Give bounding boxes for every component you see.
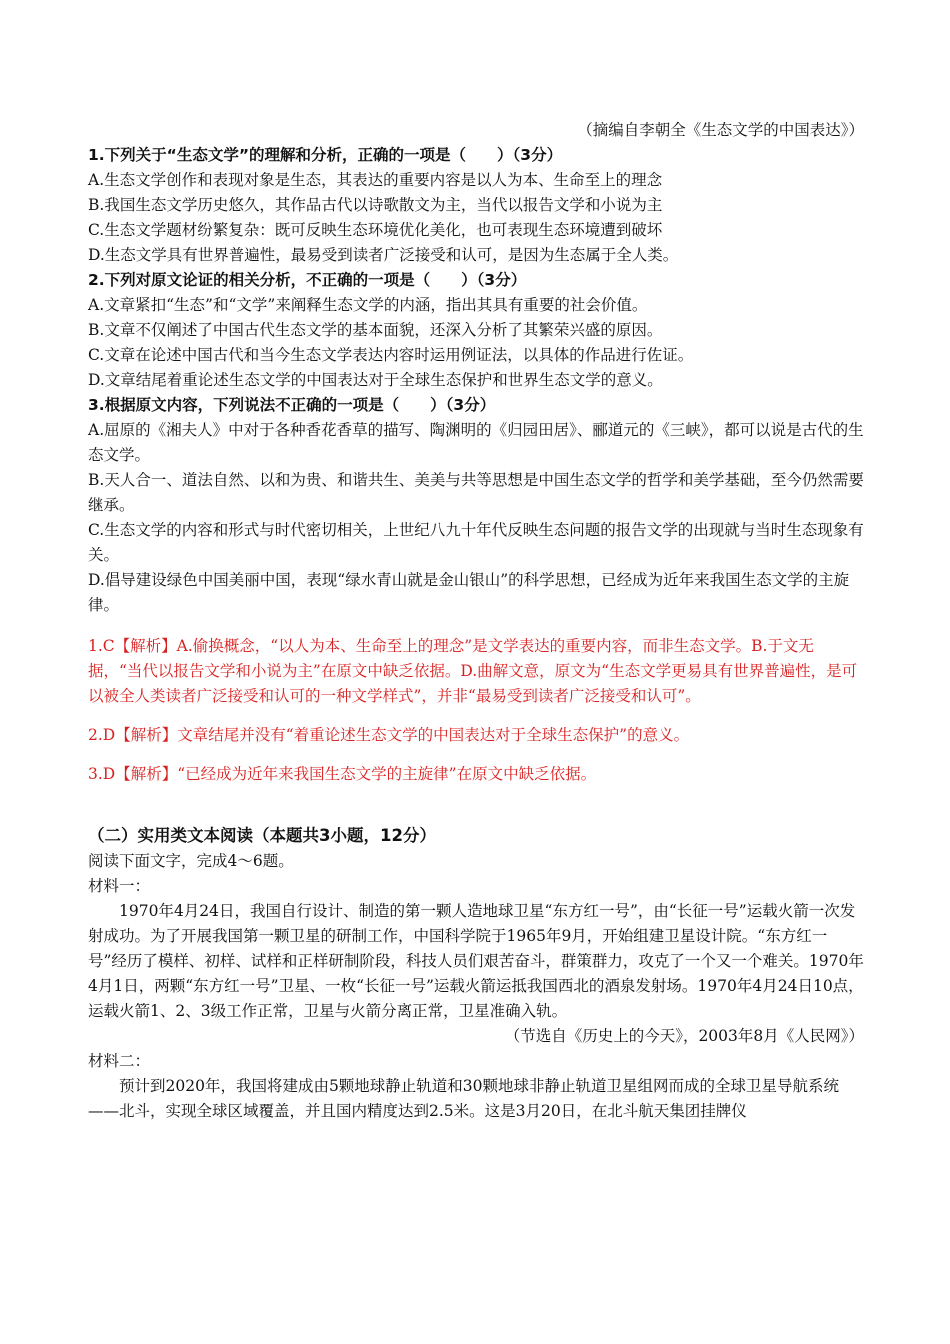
question-3-stem: 3.根据原文内容，下列说法不正确的一项是（ ）（3分） [88, 396, 496, 414]
material-2-text: 预计到2020年，我国将建成由5颗地球静止轨道和30颗地球非静止轨道卫星组网而成的全球卫星导航系统——北斗，实现全球区域覆盖，并且国内精度达到2.5米。这是3月20日，在北斗航天集团挂牌仪 [88, 1077, 840, 1120]
question-3-option-d: D.倡导建设绿色中国美丽中国，表现“绿水青山就是金山银山”的科学思想，已经成为近年来我国生态文学的主旋律。 [88, 571, 850, 614]
material-1-label: 材料一： [88, 877, 151, 895]
question-2-option-b: B.文章不仅阐述了中国古代生态文学的基本面貌，还深入分析了其繁荣兴盛的原因。 [88, 321, 663, 339]
material-1-text: 1970年4月24日，我国自行设计、制造的第一颗人造地球卫星“东方红一号”，由“长征一号”运载火箭一次发射成功。为了开展我国第一颗卫星的研制工作，中国科学院于1965年9月，开始组建卫星设计院。“东方红一号”经历了模样、初样、试样和正样研制阶段，科技人员们艰苦奋斗，群策群力，攻克了一个又一个难关。1970年4月1日，两颗“东方红一号”卫星、一枚“长征一号”运载火箭运抵我国西北的酒泉发射场。1970年4月24日10点，运载火箭1、2、3级工作正常，卫星与火箭分离正常，卫星准确入轨。 [88, 902, 864, 1020]
question-2-option-a: A.文章紧扣“生态”和“文学”来阐释生态文学的内涵，指出其具有重要的社会价值。 [88, 296, 648, 314]
question-2-option-c: C.文章在论述中国古代和当今生态文学表达内容时运用例证法，以具体的作品进行佐证。 [88, 346, 694, 364]
question-3-option-a: A.屈原的《湘夫人》中对于各种香花香草的描写、陶渊明的《归园田居》、郦道元的《三峡》，都可以说是古代的生态文学。 [88, 421, 864, 464]
question-3-option-c: C.生态文学的内容和形式与时代密切相关，上世纪八九十年代反映生态问题的报告文学的出现就与当时生态现象有关。 [88, 521, 864, 564]
section-2-title: （二）实用类文本阅读（本题共3小题，12分） [88, 826, 436, 845]
section-2-instruction: 阅读下面文字，完成4～6题。 [88, 852, 294, 870]
question-2-option-d: D.文章结尾着重论述生态文学的中国表达对于全球生态保护和世界生态文学的意义。 [88, 371, 663, 389]
material-2-label: 材料二： [88, 1052, 151, 1070]
question-1-option-b: B.我国生态文学历史悠久，其作品古代以诗歌散文为主，当代以报告文学和小说为主 [88, 196, 663, 214]
question-1-option-c: C.生态文学题材纷繁复杂：既可反映生态环境优化美化，也可表现生态环境遭到破坏 [88, 221, 663, 239]
answer-1-explanation: 1.C【解析】A.偷换概念，“以人为本、生命至上的理念”是文学表达的重要内容，而非生态文学。B.于文无据，“当代以报告文学和小说为主”在原文中缺乏依据。D.曲解文意，原文为“生态文学更易具有世界普遍性，是可以被全人类读者广泛接受和认可的一种文学样式”，并非“最易受到读者广泛接受和认可”。 [88, 637, 858, 705]
question-1-stem: 1.下列关于“生态文学”的理解和分析，正确的一项是（ ）（3分） [88, 146, 563, 164]
answer-3-explanation: 3.D【解析】“已经成为近年来我国生态文学的主旋律”在原文中缺乏依据。 [88, 765, 597, 783]
source-citation: （摘编自李朝全《生态文学的中国表达》） [577, 121, 864, 139]
question-2-stem: 2.下列对原文论证的相关分析，不正确的一项是（ ）（3分） [88, 271, 527, 289]
document-page [88, 118, 864, 1124]
material-1-source: （节选自《历史上的今天》，2003年8月《人民网》） [504, 1027, 864, 1045]
question-1-option-a: A.生态文学创作和表现对象是生态，其表达的重要内容是以人为本、生命至上的理念 [88, 171, 663, 189]
question-3-option-b: B.天人合一、道法自然、以和为贵、和谐共生、美美与共等思想是中国生态文学的哲学和美学基础，至今仍然需要继承。 [88, 471, 864, 514]
answer-2-explanation: 2.D【解析】文章结尾并没有“着重论述生态文学的中国表达对于全球生态保护”的意义。 [88, 726, 690, 744]
question-1-option-d: D.生态文学具有世界普遍性，最易受到读者广泛接受和认可，是因为生态属于全人类。 [88, 246, 679, 264]
